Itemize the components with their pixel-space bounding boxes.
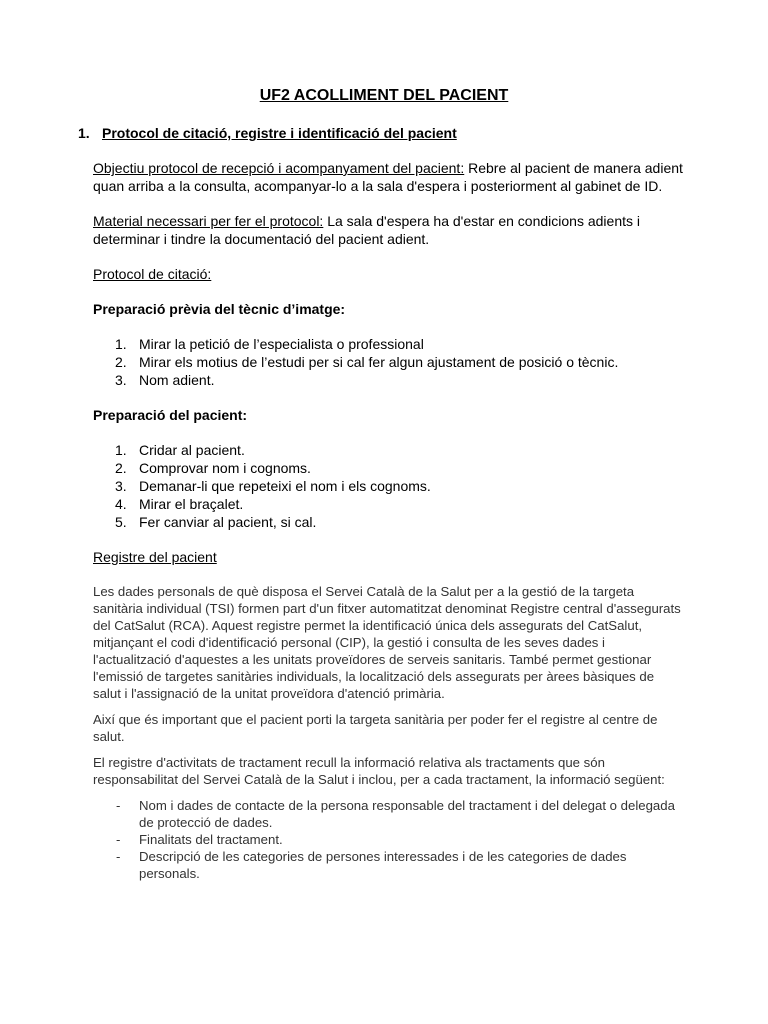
list-item: - Nom i dades de contacte de la persona responsable del tractament i del delegat o delegada de protecció de dades. [116, 798, 675, 830]
material-paragraph [93, 212, 683, 248]
registry-heading: Registre del pacient [93, 549, 217, 565]
prep-technician-list [93, 335, 683, 389]
list-item: - Finalitats del tractament. [116, 832, 283, 847]
objective-label: Objectiu protocol de recepció i acompanyament del pacient: [93, 160, 465, 176]
registry-paragraph: El registre d'activitats de tractament recull la informació relativa als tractaments que són responsabilitat del Servei Català de la Salut i inclou, per a cada tractament, la informació següent: [93, 755, 665, 787]
registry-bullets [93, 797, 683, 882]
section-heading [78, 124, 457, 142]
list-item: 4. Mirar el braçalet. [115, 496, 244, 512]
list-item: 3. Demanar-li que repeteixi el nom i els cognoms. [115, 478, 431, 494]
list-item: 1. Cridar al pacient. [115, 442, 245, 458]
document-title: UF2 ACOLLIMENT DEL PACIENT [259, 87, 509, 104]
registry-paragraph: Així que és important que el pacient porti la targeta sanitària per poder fer el registre al centre de salut. [93, 712, 658, 744]
list-item: 2. Mirar els motius de l’estudi per si cal fer algun ajustament de posició o tècnic. [115, 354, 619, 370]
registry-section [93, 583, 683, 882]
material-text: La sala d'espera ha d'estar en condicions adients i determinar i tindre la documentació del pacient adient. [93, 213, 640, 247]
section-number: 1. [78, 125, 90, 141]
material-label: Material necessari per fer el protocol: [93, 213, 324, 229]
protocol-heading: Protocol de citació: [93, 266, 212, 282]
objective-paragraph [93, 159, 683, 195]
objective-text: Rebre al pacient de manera adient quan arriba a la consulta, acompanyar-lo a la sala d'espera i posteriorment al gabinet de ID. [93, 160, 683, 194]
list-item: 2. Comprovar nom i cognoms. [115, 460, 311, 476]
prep-technician-heading: Preparació prèvia del tècnic d’imatge: [93, 301, 346, 317]
registry-paragraph: Les dades personals de què disposa el Servei Català de la Salut per a la gestió de la targeta sanitària individual (TSI) formen part d'un fitxer automatitzat denominat Registre central d'assegurats del CatSalut (RCA). Aquest registre permet la identificació única dels assegurats del CatSalut, mitjançant el codi d'identificació personal (CIP), la gestió i consulta de les seves dades i l'actualització d'aquestes a les unitats proveïdores de serveis sanitaris. També permet gestionar l'emissió de targetes sanitàries individuals, la localització dels assegurats per àrees bàsiques de salut i l'assignació de la unitat proveïdora d'atenció primària. [93, 584, 681, 701]
list-item: - Descripció de les categories de persones interessades i de les categories de dades personals. [116, 849, 627, 881]
document-body [93, 159, 683, 882]
list-item: 5. Fer canviar al pacient, si cal. [115, 514, 317, 530]
prep-patient-heading: Preparació del pacient: [93, 407, 248, 423]
prep-patient-list [93, 441, 683, 531]
section-title: Protocol de citació, registre i identificació del pacient [102, 125, 457, 141]
list-item: 3. Nom adient. [115, 372, 215, 388]
list-item: 1. Mirar la petició de l’especialista o professional [115, 336, 424, 352]
